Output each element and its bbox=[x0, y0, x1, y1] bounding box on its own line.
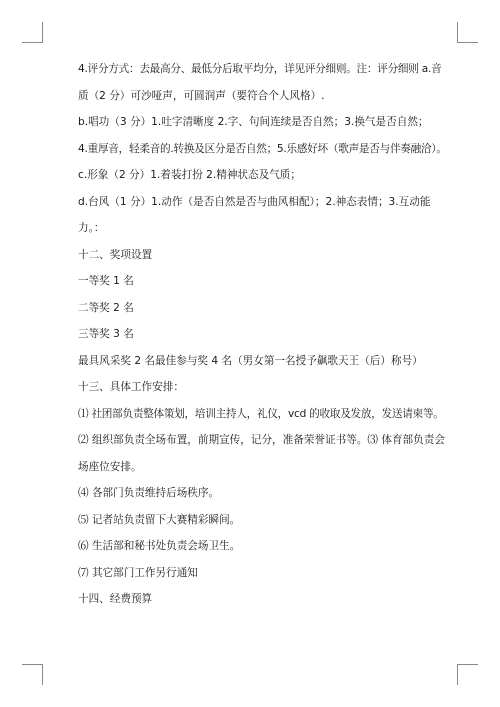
award-second-prize: 二等奖 2 名 bbox=[78, 301, 134, 314]
work-item-6: ⑹ 生活部和秘书处负责会场卫生。 bbox=[78, 540, 241, 552]
section-heading-budget: 十四、经费预算 bbox=[78, 593, 153, 605]
work-item-2-continued: 场座位安排。 bbox=[78, 460, 142, 473]
work-item-2: ⑵ 组织部负责全场布置，前期宣传，记分，准备荣誉证书等。⑶ 体育部负责会 bbox=[78, 434, 445, 446]
work-item-4: ⑷ 各部门负责维持后场秩序。 bbox=[78, 487, 220, 499]
work-item-1: ⑴ 社团部负责整体策划，培训主持人，礼仪，vcd 的收取及发放，发送请柬等。 bbox=[78, 407, 444, 420]
document-body bbox=[78, 61, 450, 618]
paragraph-line: 4.重厚音，轻柔音的.转换及区分是否自然；5.乐感好坏（歌声是否与伴奏融洽）。 bbox=[78, 142, 447, 155]
work-item-7: ⑺ 其它部门工作另行通知 bbox=[78, 566, 198, 579]
award-first-prize: 一等奖 1 名 bbox=[78, 275, 134, 287]
paragraph-line: 质（2 分）可沙哑声，可圆润声（要符合个人风格）. bbox=[78, 89, 325, 102]
paragraph-line: d.台风（1 分）1.动作（是否自然是否与曲风相配）；2.神态表情；3.互动能 bbox=[78, 195, 431, 208]
work-item-5: ⑸ 记者站负责留下大赛精彩瞬间。 bbox=[78, 513, 241, 526]
paragraph-line: b.唱功（3 分）1.吐字清晰度 2.字、句间连续是否自然；3.换气是否自然； bbox=[78, 116, 429, 128]
award-special-prizes: 最具风采奖 2 名最佳参与奖 4 名（男女第一名授予飙歌天王（后）称号） bbox=[78, 354, 423, 367]
paragraph-line: 4.评分方式：去最高分、最低分后取平均分，详见评分细则。注：评分细则 a.音 bbox=[78, 63, 442, 75]
page-corner-mark-bottom-left bbox=[22, 664, 43, 685]
paragraph-line: c.形象（2 分）1.着装打扮 2.精神状态及气质； bbox=[78, 169, 301, 181]
award-third-prize: 三等奖 3 名 bbox=[78, 328, 134, 340]
section-heading-work-arrangement: 十三、具体工作安排： bbox=[78, 381, 184, 393]
page-corner-mark-bottom-right bbox=[457, 664, 478, 685]
paragraph-line: 力。： bbox=[78, 222, 105, 234]
page-corner-mark-top-right bbox=[457, 22, 478, 43]
page-corner-mark-top-left bbox=[22, 22, 43, 43]
section-heading-awards: 十二、奖项设置 bbox=[78, 248, 153, 261]
